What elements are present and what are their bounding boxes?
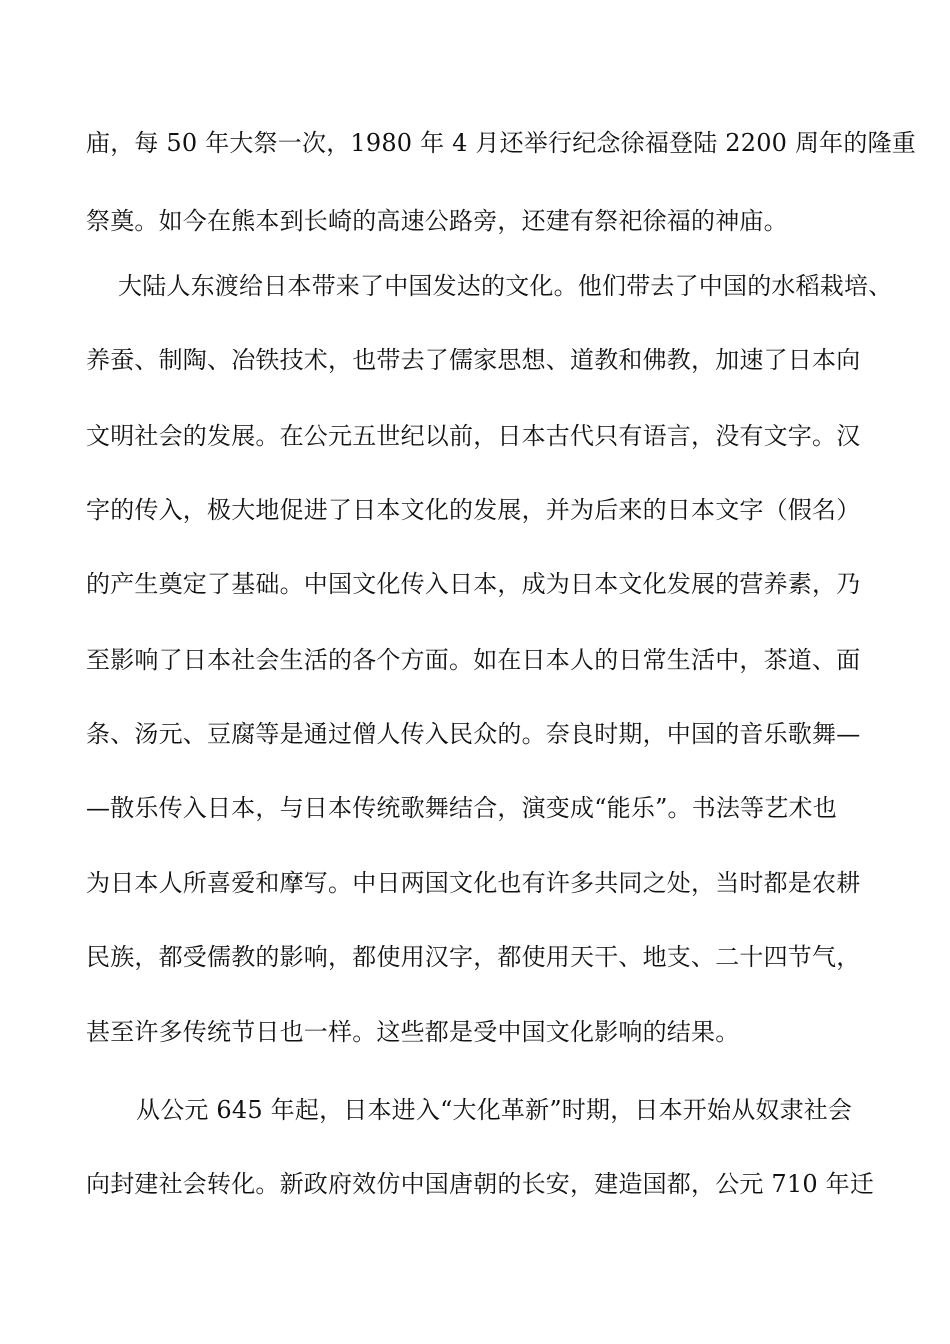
text-line-11: 为日本人所喜爱和摩写。中日两国文化也有许多共同之处，当时都是农耕 <box>86 869 861 897</box>
text-line-13: 甚至许多传统节日也一样。这些都是受中国文化影响的结果。 <box>86 1018 740 1046</box>
text-line-9: 条、汤元、豆腐等是通过僧人传入民众的。奈良时期，中国的音乐歌舞— <box>86 720 861 748</box>
text-line-4: 养蚕、制陶、冶铁技术，也带去了儒家思想、道教和佛教，加速了日本向 <box>86 346 861 374</box>
text-line-7: 的产生奠定了基础。中国文化传入日本，成为日本文化发展的营养素，乃 <box>86 570 861 598</box>
text-line-14: 从公元 645 年起，日本进入“大化革新”时期，日本开始从奴隶社会 <box>136 1096 853 1124</box>
text-line-3: 大陆人东渡给日本带来了中国发达的文化。他们带去了中国的水稻栽培、 <box>118 272 893 300</box>
text-line-2: 祭奠。如今在熊本到长崎的高速公路旁，还建有祭祀徐福的神庙。 <box>86 207 788 235</box>
text-line-1: 庙，每 50 年大祭一次，1980 年 4 月还举行纪念徐福登陆 2200 周年的隆重 <box>86 129 916 157</box>
text-line-12: 民族，都受儒教的影响，都使用汉字，都使用天干、地支、二十四节气， <box>86 943 861 971</box>
text-line-15: 向封建社会转化。新政府效仿中国唐朝的长安，建造国都，公元 710 年迁 <box>86 1170 875 1198</box>
text-line-10: —散乐传入日本，与日本传统歌舞结合，演变成“能乐”。书法等艺术也 <box>86 794 837 822</box>
text-line-5: 文明社会的发展。在公元五世纪以前，日本古代只有语言，没有文字。汉 <box>86 422 861 450</box>
text-line-6: 字的传入，极大地促进了日本文化的发展，并为后来的日本文字（假名） <box>86 496 861 524</box>
text-line-8: 至影响了日本社会生活的各个方面。如在日本人的日常生活中，茶道、面 <box>86 646 861 674</box>
